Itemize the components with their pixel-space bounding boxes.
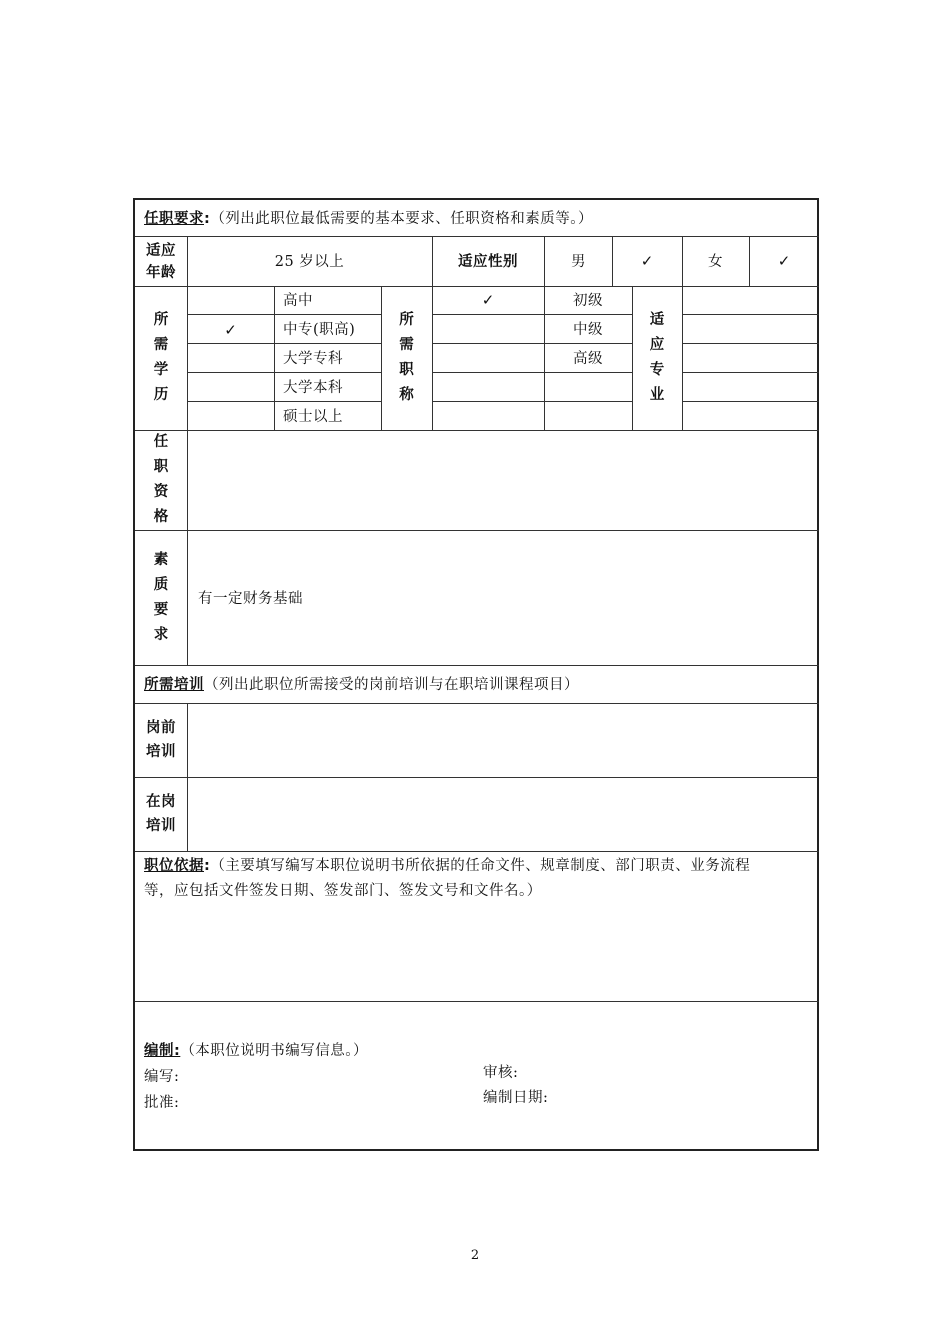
education-option: 高中: [283, 293, 313, 309]
female-check-icon: ✓: [777, 252, 791, 270]
basis-title-colon: :: [204, 858, 211, 874]
row-divider: [432, 401, 632, 402]
education-option: 硕士以上: [283, 409, 343, 425]
quality-label: [135, 548, 187, 648]
row-divider: [187, 343, 381, 344]
basis-section: [144, 854, 750, 904]
row-divider: [135, 430, 819, 431]
title-req-label: [381, 308, 432, 408]
age-label-line1: 适应: [146, 243, 176, 259]
row-divider: [135, 703, 819, 704]
training-note: （列出此职位所需接受的岗前培训与在职培训课程项目）: [204, 677, 579, 693]
row-divider: [432, 343, 632, 344]
page-number: 2: [470, 1248, 480, 1263]
qualification-label: [135, 430, 187, 530]
label-char: 称: [399, 387, 414, 403]
gender-male: 男: [571, 254, 586, 270]
label-char: 应: [649, 337, 665, 353]
label-char: 学: [153, 362, 169, 378]
label-char: 所: [153, 312, 169, 328]
label-char: 资: [153, 484, 169, 500]
title-level: 高级: [573, 351, 603, 367]
label-char: 素: [153, 552, 169, 568]
compile-title: 编制:: [144, 1043, 181, 1059]
row-divider: [187, 372, 381, 373]
basis-note-line1: （主要填写编写本职位说明书所依据的任命文件、规章制度、部门职责、业务流程: [210, 858, 751, 874]
education-option: 大学专科: [283, 351, 343, 367]
row-divider: [682, 314, 819, 315]
label-char: 求: [153, 627, 169, 643]
education-option: 大学本科: [283, 380, 343, 396]
education-label: [135, 308, 187, 408]
label-char: 质: [153, 577, 169, 593]
row-divider: [135, 530, 819, 531]
basis-title: 职位依据: [144, 858, 204, 874]
pre-training-line1: 岗前: [146, 720, 176, 736]
row-divider: [187, 401, 381, 402]
row-divider: [187, 314, 381, 315]
row-divider: [135, 665, 819, 666]
label-char: 历: [153, 387, 169, 403]
row-divider: [135, 851, 819, 852]
on-training-line1: 在岗: [146, 794, 176, 810]
label-char: 格: [153, 509, 169, 525]
age-label-line2: 年龄: [146, 265, 176, 281]
row-divider: [432, 314, 632, 315]
label-char: 适: [649, 312, 665, 328]
row-divider: [135, 777, 819, 778]
job-requirements-form: [133, 198, 819, 1151]
quality-value: 有一定财务基础: [198, 591, 303, 607]
row-divider: [135, 1001, 819, 1002]
row-divider: [682, 401, 819, 402]
title-level: 初级: [573, 293, 603, 309]
male-check-icon: ✓: [640, 252, 654, 270]
pre-training-line2: 培训: [146, 744, 176, 760]
label-char: 要: [153, 602, 169, 618]
label-char: 业: [649, 387, 665, 403]
requirements-title-colon: :: [204, 211, 211, 227]
compile-note: （本职位说明书编写信息。）: [180, 1043, 369, 1059]
approver-field: 批准:: [144, 1095, 180, 1111]
col-divider: [187, 530, 188, 665]
education-option: 中专(职高): [283, 322, 356, 338]
label-char: 任: [153, 434, 169, 450]
col-divider: [187, 236, 188, 530]
row-divider: [432, 372, 632, 373]
label-char: 所: [399, 312, 414, 328]
label-char: 职: [399, 362, 414, 378]
label-char: 需: [153, 337, 169, 353]
row-divider: [135, 236, 819, 237]
training-header: [144, 675, 579, 695]
gender-label: 适应性别: [458, 254, 518, 270]
label-char: 专: [649, 362, 665, 378]
major-label: [632, 308, 682, 408]
col-divider: [274, 286, 275, 430]
row-divider: [682, 343, 819, 344]
writer-field: 编写:: [144, 1069, 180, 1085]
label-char: 需: [399, 337, 414, 353]
label-char: 职: [153, 459, 169, 475]
date-field: 编制日期:: [483, 1090, 549, 1106]
requirements-header: [144, 209, 593, 229]
requirements-note: （列出此职位最低需要的基本要求、任职资格和素质等。）: [210, 211, 594, 227]
title-check-icon: ✓: [481, 291, 495, 309]
gender-female: 女: [708, 254, 723, 270]
on-training-label: [135, 790, 187, 838]
row-divider: [682, 372, 819, 373]
training-title: 所需培训: [144, 677, 204, 693]
compile-header: [144, 1041, 368, 1061]
basis-note-line2: 等，应包括文件签发日期、签发部门、签发文号和文件名。）: [144, 883, 542, 899]
col-divider: [187, 703, 188, 851]
title-level: 中级: [573, 322, 603, 338]
age-value: 25 岁以上: [274, 254, 345, 270]
reviewer-field: 审核:: [483, 1065, 519, 1081]
requirements-title: 任职要求: [144, 211, 204, 227]
on-training-line2: 培训: [146, 818, 176, 834]
row-divider: [135, 286, 819, 287]
age-label: [135, 240, 187, 284]
pre-training-label: [135, 716, 187, 764]
education-check-icon: ✓: [224, 321, 237, 339]
